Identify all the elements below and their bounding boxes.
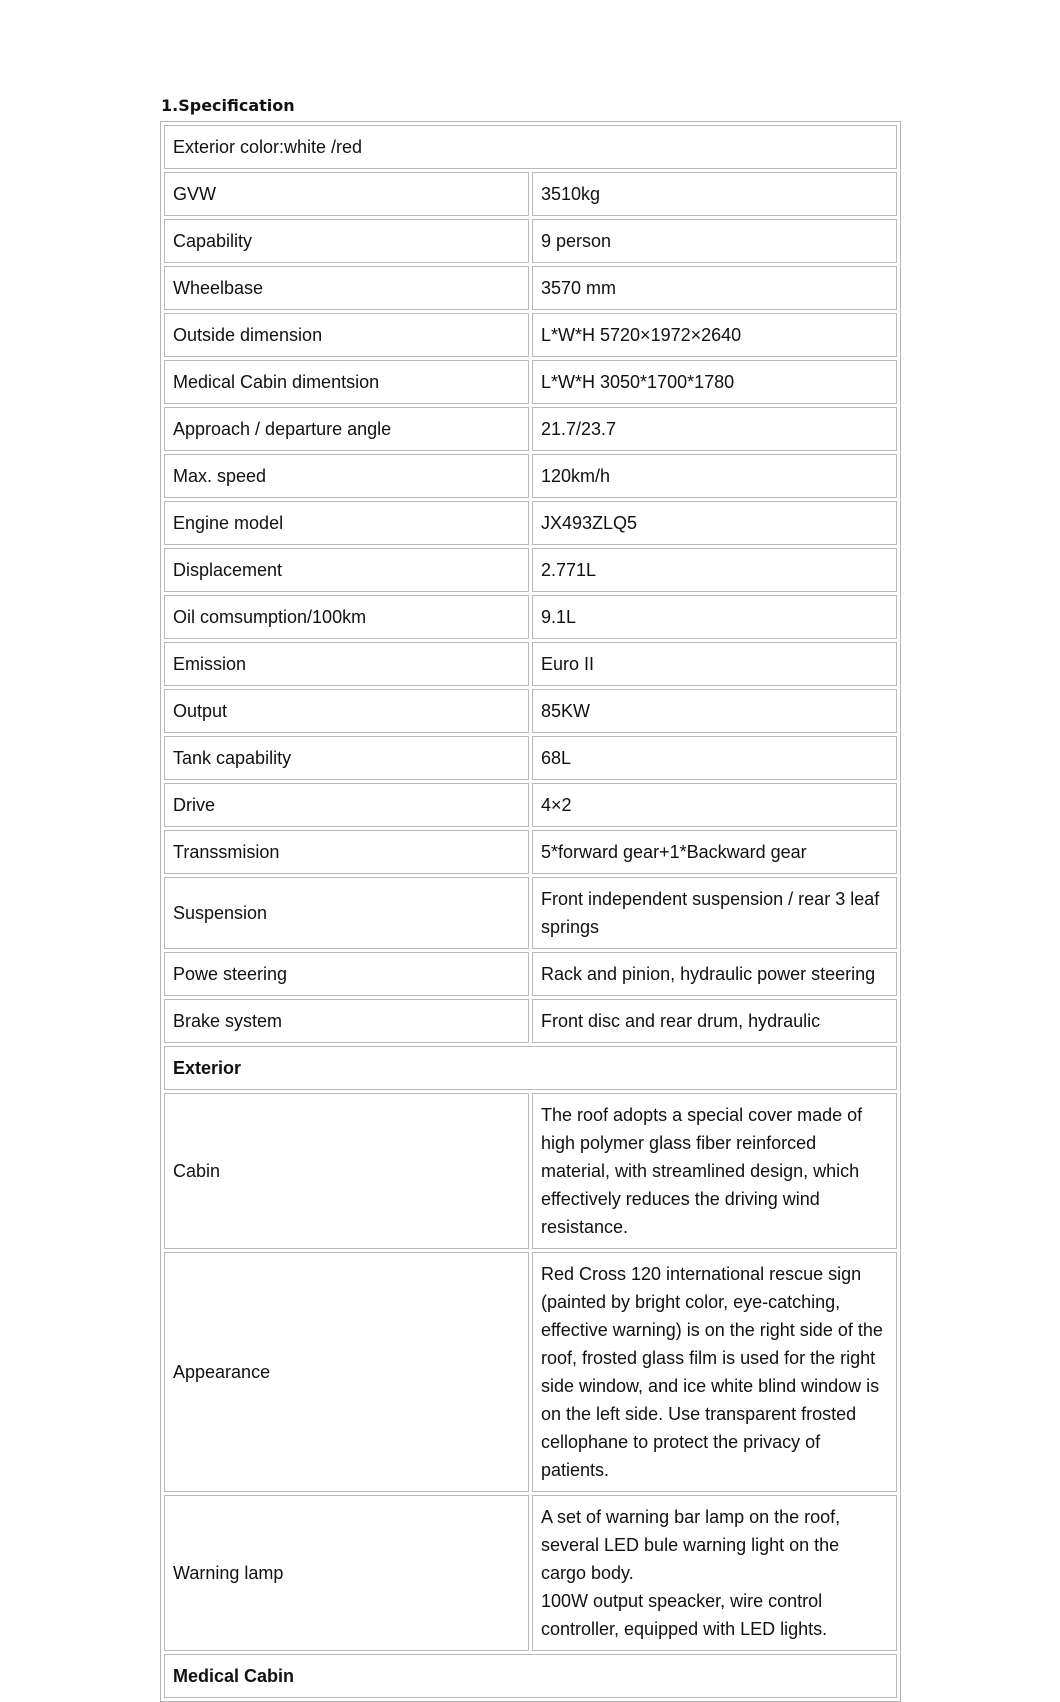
- spec-value: 5*forward gear+1*Backward gear: [532, 830, 897, 874]
- spec-label: Powe steering: [164, 952, 529, 996]
- spec-value: 9 person: [532, 219, 897, 263]
- table-row: [164, 266, 897, 310]
- table-row: [164, 1654, 897, 1698]
- spec-value: 3510kg: [532, 172, 897, 216]
- spec-value: A set of warning bar lamp on the roof, several LED bule warning light on the cargo body. 100W output speacker, wire control controller, equipped with LED lights.: [532, 1495, 897, 1651]
- spec-value: 3570 mm: [532, 266, 897, 310]
- spec-value: 21.7/23.7: [532, 407, 897, 451]
- spec-label: Displacement: [164, 548, 529, 592]
- table-row: [164, 454, 897, 498]
- spec-label: Wheelbase: [164, 266, 529, 310]
- spec-label: Approach / departure angle: [164, 407, 529, 451]
- spec-value: The roof adopts a special cover made of high polymer glass fiber reinforced material, with streamlined design, which effectively reduces the driving wind resistance.: [532, 1093, 897, 1249]
- table-row: [164, 360, 897, 404]
- spec-value: 2.771L: [532, 548, 897, 592]
- spec-value: Euro II: [532, 642, 897, 686]
- spec-label: Emission: [164, 642, 529, 686]
- table-row: [164, 313, 897, 357]
- spec-value: L*W*H 3050*1700*1780: [532, 360, 897, 404]
- table-row: [164, 407, 897, 451]
- spec-label: Max. speed: [164, 454, 529, 498]
- spec-value: 4×2: [532, 783, 897, 827]
- table-row: [164, 642, 897, 686]
- table-row: [164, 1252, 897, 1492]
- table-row: [164, 736, 897, 780]
- spec-value: JX493ZLQ5: [532, 501, 897, 545]
- table-row: [164, 1495, 897, 1651]
- spec-label: Capability: [164, 219, 529, 263]
- spec-label: Warning lamp: [164, 1495, 529, 1651]
- section-header: Exterior: [164, 1046, 897, 1090]
- specification-table-body: [164, 125, 897, 1698]
- spec-value: 9.1L: [532, 595, 897, 639]
- spec-label: Cabin: [164, 1093, 529, 1249]
- table-row: [164, 999, 897, 1043]
- section-header: Medical Cabin: [164, 1654, 897, 1698]
- spec-full-row: Exterior color:white /red: [164, 125, 897, 169]
- spec-label: Medical Cabin dimentsion: [164, 360, 529, 404]
- table-row: [164, 952, 897, 996]
- spec-label: Brake system: [164, 999, 529, 1043]
- spec-value: Rack and pinion, hydraulic power steering: [532, 952, 897, 996]
- spec-label: GVW: [164, 172, 529, 216]
- spec-value: L*W*H 5720×1972×2640: [532, 313, 897, 357]
- spec-value: Front independent suspension / rear 3 leaf springs: [532, 877, 897, 949]
- table-row: [164, 1046, 897, 1090]
- spec-label: Appearance: [164, 1252, 529, 1492]
- spec-label: Outside dimension: [164, 313, 529, 357]
- table-row: [164, 548, 897, 592]
- spec-value: 85KW: [532, 689, 897, 733]
- table-row: [164, 830, 897, 874]
- spec-value: 120km/h: [532, 454, 897, 498]
- spec-label: Drive: [164, 783, 529, 827]
- spec-label: Oil comsumption/100km: [164, 595, 529, 639]
- specification-table: [160, 121, 901, 1702]
- table-row: [164, 125, 897, 169]
- spec-label: Output: [164, 689, 529, 733]
- table-row: [164, 501, 897, 545]
- spec-label: Transsmision: [164, 830, 529, 874]
- table-row: [164, 689, 897, 733]
- spec-label: Tank capability: [164, 736, 529, 780]
- table-row: [164, 219, 897, 263]
- table-row: [164, 595, 897, 639]
- page-title: 1.Specification: [161, 96, 295, 115]
- spec-label: Suspension: [164, 877, 529, 949]
- table-row: [164, 1093, 897, 1249]
- table-row: [164, 877, 897, 949]
- spec-label: Engine model: [164, 501, 529, 545]
- spec-value: Front disc and rear drum, hydraulic: [532, 999, 897, 1043]
- spec-value: 68L: [532, 736, 897, 780]
- spec-value: Red Cross 120 international rescue sign (painted by bright color, eye-catching, effective warning) is on the right side of the roof, frosted glass film is used for the right side window, and ice white blind window is on the left side. Use transparent frosted cellophane to protect the privacy of patients.: [532, 1252, 897, 1492]
- table-row: [164, 783, 897, 827]
- table-row: [164, 172, 897, 216]
